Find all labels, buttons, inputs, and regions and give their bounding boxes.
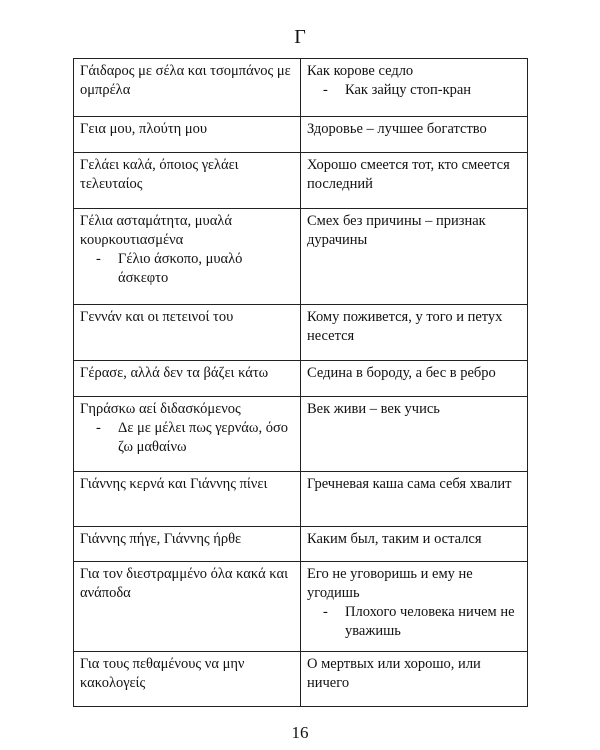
greek-cell <box>74 527 301 562</box>
greek-proverb: Γεννάν και οι πετεινοί του <box>80 309 234 325</box>
russian-cell <box>301 305 528 361</box>
greek-proverb: Γεια μου, πλούτη μου <box>80 121 208 137</box>
greek-cell <box>74 59 301 117</box>
russian-proverb: Век живи – век учись <box>307 401 440 417</box>
table-row <box>74 153 528 209</box>
greek-proverb: Γελάει καλά, όποιος γελάει τελευταίος <box>80 157 239 192</box>
russian-proverb: Каким был, таким и остался <box>307 531 482 547</box>
russian-proverb: Как корове седло <box>307 63 414 79</box>
russian-cell <box>301 153 528 209</box>
table-row <box>74 117 528 153</box>
table-row <box>74 59 528 117</box>
dash-marker: - <box>323 82 328 98</box>
proverb-table <box>73 58 528 707</box>
russian-proverb: О мертвых или хорошо, или ничего <box>307 656 481 691</box>
greek-cell <box>74 472 301 527</box>
greek-proverb: Γηράσκω αεί διδασκόμενος <box>80 401 241 417</box>
greek-proverb: Γιάννης κερνά και Γιάννης πίνει <box>80 476 268 492</box>
table-row <box>74 527 528 562</box>
table-row <box>74 472 528 527</box>
greek-variant-text: Γέλιο άσκοπο, μυαλό άσκεφτο <box>118 251 243 286</box>
russian-cell <box>301 117 528 153</box>
greek-cell <box>74 117 301 153</box>
russian-cell <box>301 209 528 305</box>
greek-proverb: Γιάννης πήγε, Γιάννης ήρθε <box>80 531 242 547</box>
russian-proverb: Седина в бороду, а бес в ребро <box>307 365 496 381</box>
dash-marker: - <box>323 604 328 620</box>
table-row <box>74 305 528 361</box>
russian-cell <box>301 59 528 117</box>
table-row <box>74 209 528 305</box>
greek-cell <box>74 305 301 361</box>
greek-proverb: Για τον διεστραμμένο όλα κακά και ανάποδα <box>80 566 288 601</box>
russian-cell <box>301 397 528 472</box>
greek-cell <box>74 397 301 472</box>
russian-proverb: Хорошо смеется тот, кто смеется последний <box>307 157 510 192</box>
russian-variant-text: Плохого человека ничем не уважишь <box>345 604 515 639</box>
greek-proverb: Γέρασε, αλλά δεν τα βάζει κάτω <box>80 365 269 381</box>
russian-proverb: Его не уговоришь и ему не угодишь <box>307 566 473 601</box>
section-letter: Γ <box>294 26 306 48</box>
greek-cell <box>74 153 301 209</box>
greek-proverb: Γέλια ασταμάτητα, μυαλά κουρκουτιασμένα <box>80 213 232 248</box>
table-row <box>74 562 528 652</box>
greek-proverb: Γάιδαρος με σέλα και τσομπάνος με ομπρέλα <box>80 63 291 98</box>
russian-proverb: Кому поживется, у того и петух несется <box>307 309 503 344</box>
table-row <box>74 397 528 472</box>
greek-cell <box>74 209 301 305</box>
russian-variant-text: Как зайцу стоп-кран <box>345 82 472 98</box>
dash-marker: - <box>96 420 101 436</box>
greek-variant <box>80 250 294 288</box>
russian-cell <box>301 652 528 707</box>
russian-proverb: Гречневая каша сама себя хвалит <box>307 476 512 492</box>
greek-cell <box>74 361 301 397</box>
greek-cell <box>74 652 301 707</box>
russian-proverb: Здоровье – лучшее богатство <box>307 121 487 137</box>
russian-cell <box>301 562 528 652</box>
russian-variant <box>307 603 521 641</box>
proverb-table-body <box>74 59 528 707</box>
greek-cell <box>74 562 301 652</box>
greek-variant-text: Δε με μέλει πως γερνάω, όσο ζω μαθαίνω <box>118 420 289 455</box>
greek-proverb: Για τους πεθαμένους να μην κακολογείς <box>80 656 245 691</box>
russian-variant <box>307 81 521 100</box>
russian-cell <box>301 527 528 562</box>
table-row <box>74 361 528 397</box>
page-number: 16 <box>291 723 309 742</box>
table-row <box>74 652 528 707</box>
greek-variant <box>80 419 294 457</box>
russian-cell <box>301 361 528 397</box>
russian-proverb: Смех без причины – признак дурачины <box>307 213 486 248</box>
russian-cell <box>301 472 528 527</box>
dash-marker: - <box>96 251 101 267</box>
